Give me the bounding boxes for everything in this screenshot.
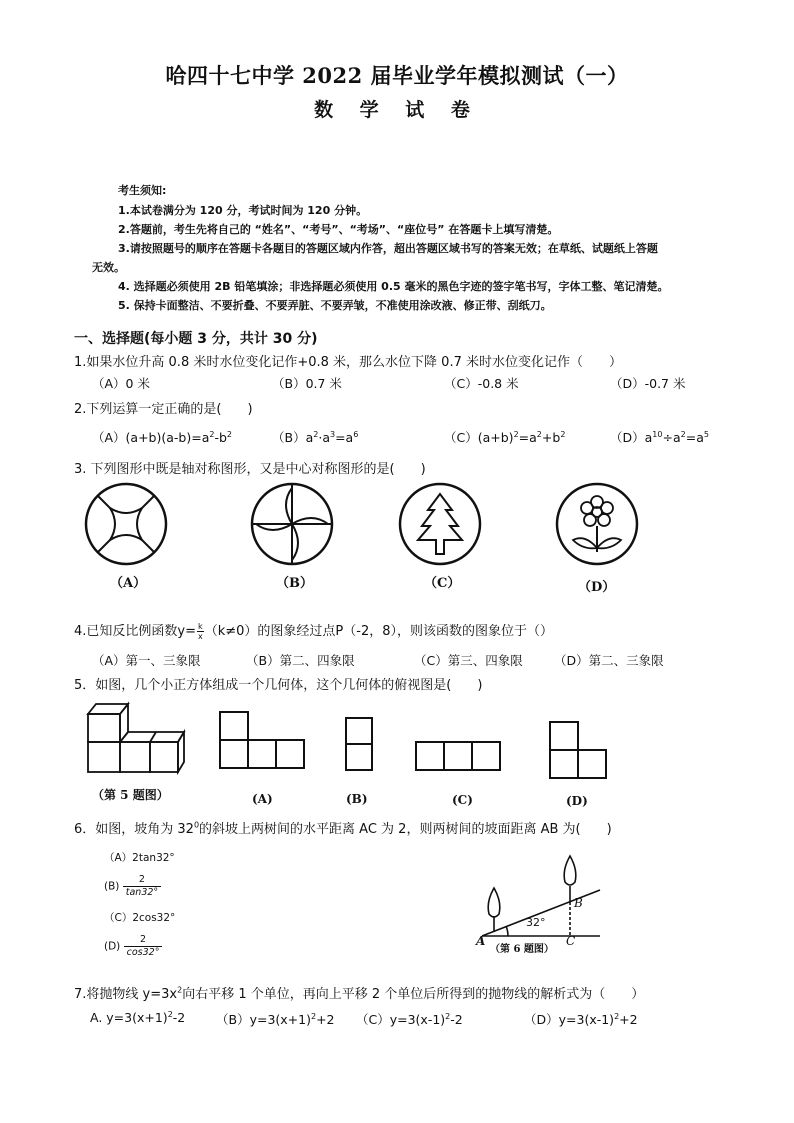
q6-angle-label: 32° bbox=[526, 916, 546, 929]
q6-option-a: （A）2tan32° bbox=[104, 852, 175, 864]
q2-option-a: $(A)(a+b)(a-b)=a^2-b^2$ bbox=[92, 429, 233, 445]
q2-option-d: $(D)a^{10}\div a^2=a^5$ bbox=[610, 429, 709, 445]
q7-stem: 7.将抛物线 $y=3x^2$向右平移 1 个单位，再向上平移 2 个单位后所得到的抛物线的解析式为（ ） bbox=[74, 985, 645, 1002]
q4-option-c: （C）第三、四象限 bbox=[414, 653, 523, 668]
q3-figure-b bbox=[250, 482, 334, 566]
q7-option-c: $(C)y=3(x-1)^2-2$ bbox=[356, 1011, 463, 1027]
q3-label-b: （B） bbox=[276, 576, 313, 591]
q5-label-d: (D) bbox=[566, 794, 588, 808]
q4-fraction: $\frac{k}{x}$ bbox=[198, 622, 203, 641]
q3-label-c: （C） bbox=[424, 576, 461, 591]
q5-figure-a bbox=[218, 710, 306, 770]
q4-option-d: （D）第二、三象限 bbox=[554, 653, 664, 668]
q7-option-a: A. $y=3(x+1)^2-2$ bbox=[90, 1010, 186, 1026]
exam-title: 哈四十七中学 2022 届毕业学年模拟测试（一） bbox=[165, 63, 629, 88]
q6-caption: （第 6 题图） bbox=[490, 944, 554, 955]
q3-figure-c bbox=[398, 482, 482, 566]
q5-figure-c bbox=[414, 740, 502, 772]
q6-point-b: B bbox=[574, 896, 583, 910]
notice-line-5: 4. 选择题必须使用 2B 铅笔填涂；非选择题必须使用 0.5 毫米的黑色字迹的签字笔书写，字体工整、笔记清楚。 bbox=[118, 280, 669, 293]
q7-option-d: $(D)y=3(x-1)^2+2$ bbox=[524, 1011, 638, 1027]
q6-option-b-fraction: $\frac{2}{\tan 32^\circ}$ bbox=[123, 874, 161, 899]
q5-figure-d bbox=[548, 720, 608, 780]
q5-label-c: (C) bbox=[452, 793, 473, 807]
q6-option-d-fraction: $\frac{2}{\cos 32^\circ}$ bbox=[124, 934, 163, 959]
q5-stem: 5．如图，几个小正方体组成一个几何体，这个几何体的俯视图是( ) bbox=[74, 678, 483, 693]
q6-option-b: (B) $\frac{2}{\tan 32^\circ}$ bbox=[104, 874, 161, 899]
q3-label-a: （A） bbox=[110, 576, 147, 591]
q6-point-a: A bbox=[476, 934, 486, 948]
q3-figure-d bbox=[555, 482, 639, 566]
q6-point-c: C bbox=[566, 934, 576, 948]
q1-option-b: （B）0.7 米 bbox=[272, 376, 342, 391]
q2-option-b: $(B)a^2\cdot a^3=a^6$ bbox=[272, 429, 359, 445]
q5-label-b: (B) bbox=[346, 792, 368, 806]
q6-tree-b-crown bbox=[564, 856, 576, 885]
q6-angle-arc bbox=[506, 926, 508, 936]
q6-option-c: （C）2cos32° bbox=[104, 912, 176, 924]
q6-stem: 6．如图，坡角为 $32^0$的斜坡上两树间的水平距离 AC 为 2，则两树间的坡面距离 AB 为( ) bbox=[74, 820, 612, 837]
q3-label-d: （D） bbox=[578, 580, 616, 595]
q6-option-d: (D) $\frac{2}{\cos 32^\circ}$ bbox=[104, 934, 162, 959]
q3-figure-a bbox=[84, 482, 168, 566]
notice-line-2: 2.答题前，考生先将自己的 “姓名”、“考号”、“考场”、“座位号” 在答题卡上填写清楚。 bbox=[118, 223, 559, 236]
notice-line-3: 3.请按照题号的顺序在答题卡各题目的答题区域内作答，超出答题区域书写的答案无效；在草纸、试题纸上答题 bbox=[118, 242, 658, 255]
q3-stem: 3. 下列图形中既是轴对称图形，又是中心对称图形的是( ) bbox=[74, 462, 426, 477]
q4-stem: 4.已知反比例函数y= $\frac{k}{x}$ （k≠0）的图象经过点P（-2，8），则该函数的图象位于（） bbox=[74, 622, 553, 641]
q1-option-a: （A）0 米 bbox=[92, 376, 150, 391]
notice-heading: 考生须知: bbox=[118, 184, 167, 197]
q1-option-d: （D）-0.7 米 bbox=[610, 376, 686, 391]
q2-option-c: $(C)(a+b)^2=a^2+b^2$ bbox=[444, 429, 566, 445]
notice-line-4: 无效。 bbox=[92, 261, 125, 274]
notice-line-6: 5. 保持卡面整洁、不要折叠、不要弄脏、不要弄皱，不准使用涂改液、修正带、刮纸刀。 bbox=[118, 299, 552, 312]
q4-option-b: （B）第二、四象限 bbox=[246, 653, 355, 668]
q5-figure-b bbox=[344, 716, 374, 772]
section-title: 一、选择题(每小题 3 分，共计 30 分) bbox=[74, 331, 318, 347]
q7-option-b: $(B)y=3(x+1)^2+2$ bbox=[216, 1011, 335, 1027]
q5-solid-figure bbox=[84, 698, 184, 778]
q5-caption: （第 5 题图） bbox=[92, 788, 169, 802]
notice-line-1: 1.本试卷满分为 120 分，考试时间为 120 分钟。 bbox=[118, 204, 368, 217]
exam-subtitle: 数 学 试 卷 bbox=[314, 99, 480, 121]
q1-stem: 1.如果水位升高 0.8 米时水位变化记作+0.8 米，那么水位下降 0.7 米时水位变化记作（ ） bbox=[74, 355, 622, 370]
q1-option-c: （C）-0.8 米 bbox=[444, 376, 519, 391]
q6-tree-a-crown bbox=[488, 888, 500, 917]
q2-stem: 2.下列运算一定正确的是( ) bbox=[74, 402, 253, 417]
q6-slope-figure bbox=[474, 852, 604, 954]
q5-label-a: (A) bbox=[252, 792, 273, 806]
q4-option-a: （A）第一、三象限 bbox=[92, 653, 201, 668]
